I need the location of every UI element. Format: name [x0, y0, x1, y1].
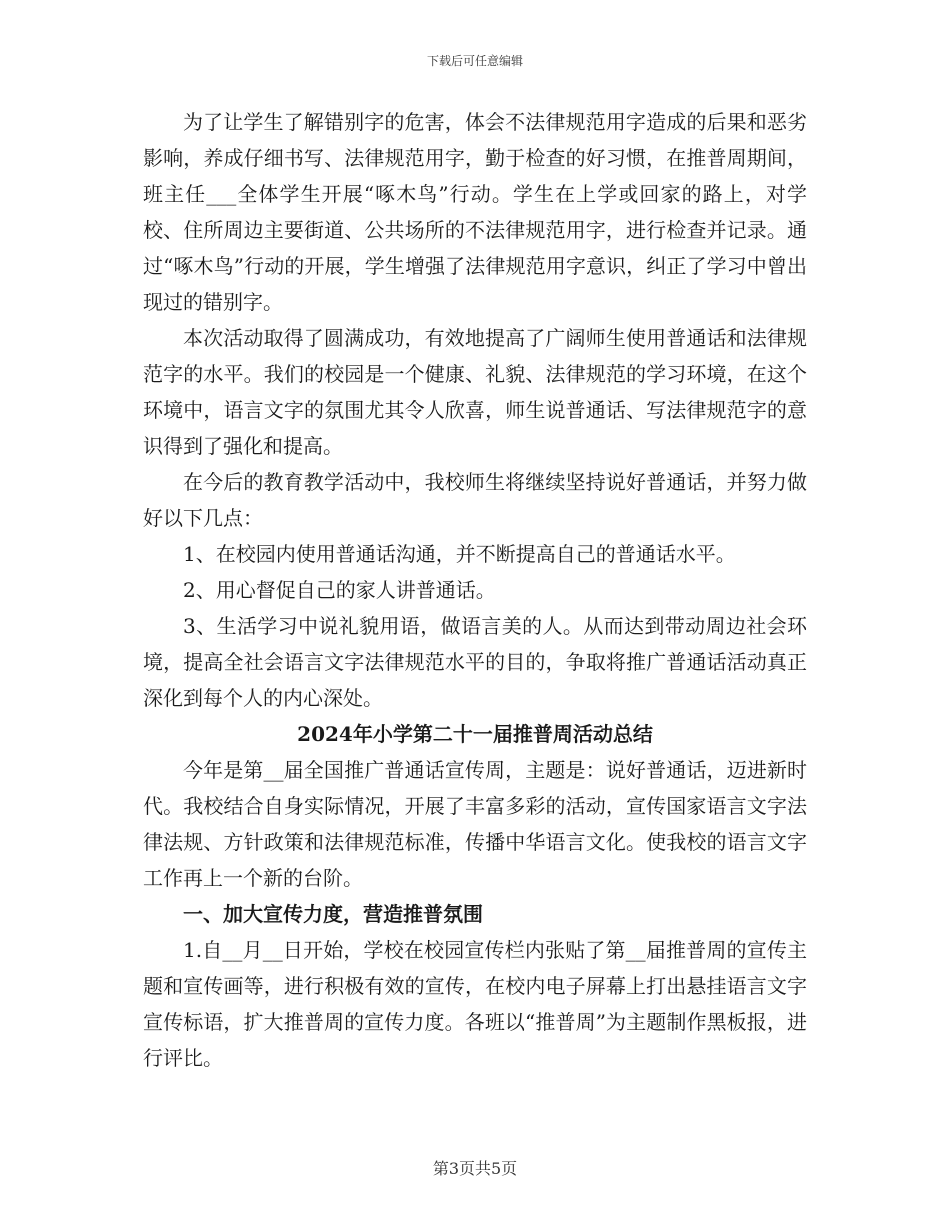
page-header: 下载后可任意编辑 [426, 54, 523, 68]
paragraph: 今年是第__届全国推广普通话宣传周，主题是：说好普通话，迈进新时代。我校结合自身实际情况，开展了丰富多彩的活动，宣传国家语言文字法律法规、方针政策和法律规范标准，传播中华语言文化。使我校的语言文字工作再上一个新的台阶。 [143, 758, 807, 890]
paragraph: 本次活动取得了圆满成功，有效地提高了广阔师生使用普通话和法律规范字的水平。我们的校园是一个健康、礼貌、法律规范的学习环境，在这个环境中，语言文字的氛围尤其令人欣喜，师生说普通话、写法律规范字的意识得到了强化和提高。 [143, 326, 807, 458]
page-footer: 第3页共5页 [432, 1159, 518, 1178]
document-body [143, 104, 807, 1076]
section-heading: 一、加大宣传力度，营造推普氛围 [183, 902, 483, 926]
list-item: 2、用心督促自己的家人讲普通话。 [183, 578, 496, 602]
list-item: 3、生活学习中说礼貌用语，做语言美的人。从而达到带动周边社会环境，提高全社会语言文字法律规范水平的目的，争取将推广普通话活动真正深化到每个人的内心深处。 [143, 614, 807, 710]
paragraph: 1.自__月__日开始，学校在校园宣传栏内张贴了第__届推普周的宣传主题和宣传画等，进行积极有效的宣传，在校内电子屏幕上打出悬挂语言文字宣传标语，扩大推普周的宣传力度。各班以“推普周”为主题制作黑板报，进行评比。 [143, 938, 807, 1070]
section-title: 2024年小学第二十一届推普周活动总结 [297, 722, 653, 746]
paragraph: 为了让学生了解错别字的危害，体会不法律规范用字造成的后果和恶劣影响，养成仔细书写、法律规范用字，勤于检查的好习惯，在推普周期间，班主任___全体学生开展“啄木鸟”行动。学生在上学或回家的路上，对学校、住所周边主要街道、公共场所的不法律规范用字，进行检查并记录。通过“啄木鸟”行动的开展，学生增强了法律规范用字意识，纠正了学习中曾出现过的错别字。 [143, 110, 807, 314]
list-item: 1、在校园内使用普通话沟通，并不断提高自己的普通话水平。 [183, 542, 736, 566]
paragraph: 在今后的教育教学活动中，我校师生将继续坚持说好普通话，并努力做好以下几点： [143, 470, 807, 530]
